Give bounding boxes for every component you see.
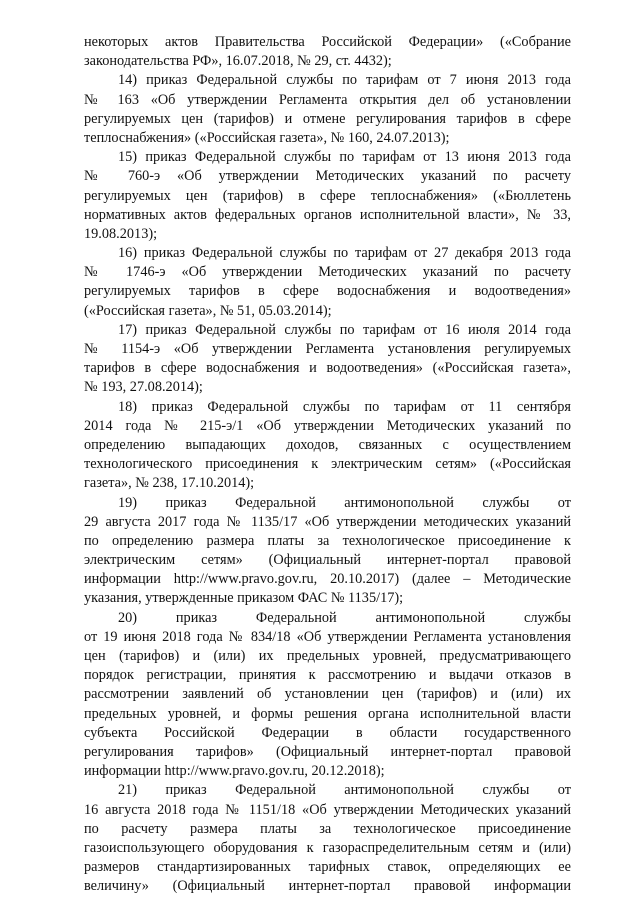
text-line: 2014 года № 215-э/1 «Об утверждении Методических указаний по: [84, 417, 571, 434]
text-line: от 19 июня 2018 года № 834/18 «Об утверждении Регламента установления: [84, 628, 571, 645]
text-line: некоторых актов Правительства Российской Федерации» («Собрание: [84, 34, 571, 50]
paragraph-15: [84, 148, 571, 244]
text-line: 20) приказ Федеральной антимонопольной службы: [118, 609, 571, 626]
paragraph-16: [84, 244, 571, 321]
text-line: 19) приказ Федеральной антимонопольной службы от: [118, 494, 571, 511]
text-line: 14) приказ Федеральной службы по тарифам от 7 июня 2013 года: [118, 72, 571, 89]
text-line: величину» (Официальный интернет-портал правовой информации: [84, 878, 571, 895]
text-line: информации http://www.pravo.gov.ru, 20.10.2017) (далее – Методические: [84, 571, 571, 588]
text-line: регулируемых тарифов в сфере водоснабжения и водоотведения»: [84, 283, 571, 300]
text-line: газета», № 238, 17.10.2014);: [84, 475, 255, 492]
text-line: законодательства РФ», 16.07.2018, № 29, ст. 4432);: [84, 53, 392, 70]
text-line: регулирования тарифов» (Официальный интернет-портал правовой: [84, 743, 571, 760]
text-line: № 760-э «Об утверждении Методических указаний по расчету: [84, 168, 571, 185]
text-line: размеров стандартизированных тарифных ставок, определяющих ее: [84, 859, 571, 876]
paragraph-21: [84, 781, 571, 896]
text-line: 29 августа 2017 года № 1135/17 «Об утверждении методических указаний: [84, 513, 571, 530]
paragraph-20: [84, 609, 571, 782]
text-line: регулируемых цен (тарифов) в сфере теплоснабжения» («Бюллетень: [84, 187, 571, 204]
text-line: № 193, 27.08.2014);: [84, 379, 203, 396]
text-line: технологического присоединения к электрическим сетям» («Российская: [84, 456, 571, 473]
paragraph-18: [84, 398, 571, 494]
text-line: регулируемых цен (тарифов) и отмене регулирования тарифов в сфере: [84, 110, 571, 127]
text-line: рассмотрении заявлений об установлении цен (тарифов) и (или) их: [84, 686, 571, 703]
text-line: электрическим сетям» (Официальный интернет-портал правовой: [84, 552, 571, 569]
paragraph-13-tail: [84, 33, 571, 71]
paragraph-14: [84, 71, 571, 148]
text-line: предельных уровней, и формы решения органа исполнительной власти: [84, 705, 571, 722]
text-line: определению выпадающих доходов, связанных с осуществлением: [84, 436, 571, 453]
text-line: нормативных актов федеральных органов исполнительной власти», № 33,: [84, 206, 571, 223]
text-line: № 1746-э «Об утверждении Методических указаний по расчету: [84, 264, 571, 281]
text-line: № 163 «Об утверждении Регламента открытия дел об установлении: [84, 91, 571, 108]
text-line: информации http://www.pravo.gov.ru, 20.12.2018);: [84, 763, 385, 780]
paragraph-17: [84, 321, 571, 398]
text-line: 16) приказ Федеральной службы по тарифам от 27 декабря 2013 года: [118, 245, 571, 262]
text-line: № 1154-э «Об утверждении Регламента установления регулируемых: [84, 341, 571, 357]
text-line: цен (тарифов) и (или) их предельных уровней, предусматривающего: [84, 648, 571, 664]
text-line: теплоснабжения» («Российская газета», № 160, 24.07.2013);: [84, 129, 450, 146]
text-line: 17) приказ Федеральной службы по тарифам от 16 июля 2014 года: [118, 321, 571, 338]
text-line: 15) приказ Федеральной службы по тарифам от 13 июня 2013 года: [118, 149, 571, 166]
text-line: субъекта Российской Федерации в области государственного: [84, 724, 571, 741]
text-line: 21) приказ Федеральной антимонопольной службы от: [118, 782, 571, 799]
text-line: 18) приказ Федеральной службы по тарифам от 11 сентября: [118, 398, 571, 415]
text-line: по расчету размера платы за технологическое присоединение: [84, 820, 571, 837]
paragraph-19: [84, 494, 571, 609]
text-line: порядок регистрации, принятия к рассмотрению и выдачи отказов в: [84, 667, 571, 684]
text-line: тарифов в сфере водоснабжения и водоотведения» («Российская газета»,: [84, 360, 571, 377]
text-line: газоиспользующего оборудования к газораспределительным сетям и (или): [84, 839, 571, 856]
text-line: 16 августа 2018 года № 1151/18 «Об утверждении Методических указаний: [84, 801, 571, 818]
text-line: («Российская газета», № 51, 05.03.2014);: [84, 302, 332, 319]
document-body: [84, 33, 571, 896]
text-line: 19.08.2013);: [84, 225, 158, 242]
text-line: указания, утвержденные приказом ФАС № 1135/17);: [84, 590, 404, 607]
text-line: по определению размера платы за технологическое присоединение к: [84, 532, 571, 549]
